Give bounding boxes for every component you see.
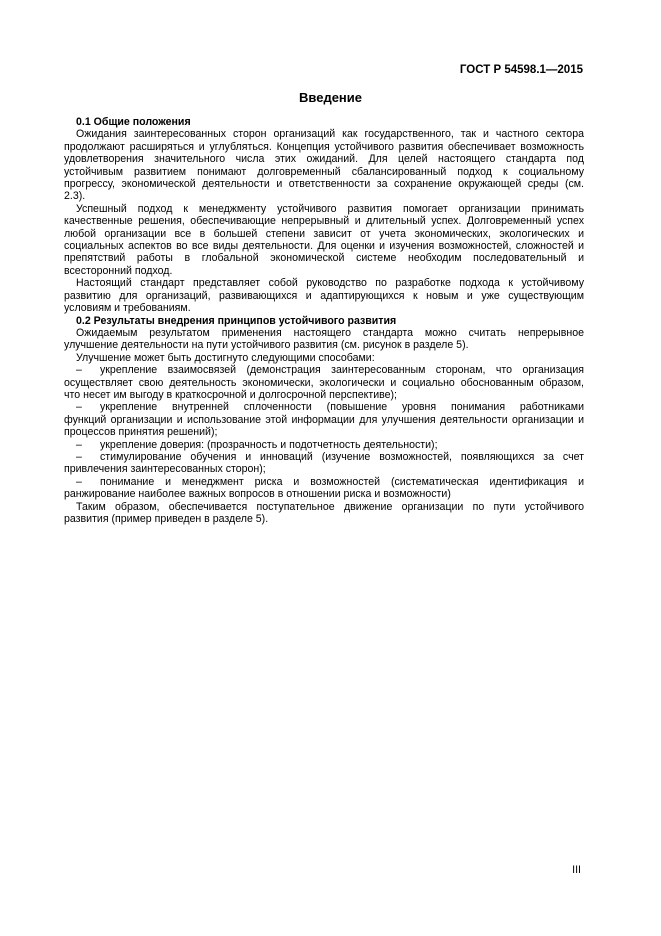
list-item: [64, 476, 584, 501]
document-code: ГОСТ Р 54598.1—2015: [459, 64, 583, 76]
text-line: устойчивым развитием понимают долговременный сбалансированный подход к социальному: [64, 165, 584, 178]
document-body: [64, 116, 584, 525]
text-line: Ожидаемым результатом применения настоящего стандарта можно считать непрерывное: [76, 326, 584, 339]
list-item-line: [64, 439, 584, 451]
list-item-line: [64, 364, 584, 376]
list-marker: –: [76, 438, 82, 451]
section-heading: 0.2 Результаты внедрения принципов устойчивого развития: [76, 314, 397, 327]
list-item: [64, 401, 584, 438]
text-line: препятствий работы в глобальной экономической системе необходим последовательный и: [64, 252, 584, 265]
text-line: удовлетворения значительного числа этих ожиданий. Для целей настоящего стандарта под: [64, 153, 584, 166]
list-item-line: привлечения заинтересованных сторон);: [64, 463, 266, 476]
list-item-line: [64, 476, 584, 488]
list-item-line: процессов принятия решений);: [64, 426, 218, 439]
list-item-line: ранжирование наиболее важных вопросов в отношении риска и возможности): [64, 488, 451, 501]
text-line: Успешный подход к менеджменту устойчивого развития помогает организации принимать: [76, 202, 584, 215]
text-line: улучшение деятельности на пути устойчивого развития (см. рисунок в разделе 5).: [64, 339, 469, 352]
list-item: [64, 451, 584, 476]
text-line: продолжают расширяться и углубляться. Концепция устойчивого развития обеспечивает возможность: [64, 140, 584, 153]
text-line: качественные решения, обеспечивающие непрерывный и длительный успех. Долговременный успех: [64, 215, 584, 228]
text-line: Настоящий стандарт представляет собой руководство по разработке подхода к устойчивому: [76, 277, 584, 290]
list-item-text: укрепление внутренней сплоченности (повышение уровня понимания работниками: [100, 401, 584, 414]
list-item-line: функций организации и использование этой информации для улучшения деятельности организации и: [64, 413, 584, 426]
list-marker: –: [76, 364, 82, 377]
text-line: условиям и требованиям.: [64, 302, 191, 315]
text-line: развитию для организаций, развивающихся и адаптирующихся к новым и уже существующим: [64, 289, 584, 302]
paragraph: [64, 352, 584, 364]
paragraph: [64, 277, 584, 314]
paragraph: [64, 128, 584, 202]
list-marker: –: [76, 475, 82, 488]
page-number: III: [572, 864, 581, 876]
list-item-line: [64, 451, 584, 463]
paragraph: [64, 327, 584, 352]
text-line: Таким образом, обеспечивается поступательное движение организации по пути устойчивого: [76, 500, 584, 513]
list-marker: –: [76, 450, 82, 463]
closing-paragraph: [64, 501, 584, 526]
text-line: прогрессу, экономической деятельности и ответственности за сохранение окружающей среды (см.: [64, 178, 584, 191]
list-item: [64, 364, 584, 401]
paragraph: [64, 203, 584, 277]
list-item-text: стимулирование обучения и инноваций (изучение возможностей, появляющихся за счет: [100, 450, 584, 463]
list-item-text: укрепление доверия: (прозрачность и подотчетность деятельности);: [100, 438, 438, 451]
text-line: любой организации все в большей степени зависит от учета экономических, экологических и: [64, 227, 584, 240]
text-line: социальных аспектов во все виды деятельности. Для оценки и изучения возможностей, сложностей и: [64, 240, 584, 253]
list-item-line: осуществляет свою деятельность экономически, экологически и социально обоснованным образом,: [64, 376, 584, 389]
list-item-line: что несет им выгоду в краткосрочной и долгосрочной перспективе);: [64, 388, 397, 401]
text-line: 2.3).: [64, 190, 86, 203]
section-heading: 0.1 Общие положения: [76, 116, 191, 128]
text-line: Улучшение может быть достигнуто следующими способами:: [76, 351, 375, 364]
page-title: Введение: [299, 90, 362, 105]
list-item-text: укрепление взаимосвязей (демонстрация заинтересованным сторонам, что организация: [100, 364, 584, 377]
list-item-line: [64, 401, 584, 413]
text-line: всесторонний подход.: [64, 264, 173, 277]
text-line: развития (пример приведен в разделе 5).: [64, 513, 269, 525]
text-line: Ожидания заинтересованных сторон организаций как государственного, так и частного сектора: [76, 128, 584, 141]
list-item-text: понимание и менеджмент риска и возможностей (систематическая идентификация и: [100, 475, 584, 488]
list-marker: –: [76, 401, 82, 414]
list-item: [64, 439, 584, 451]
